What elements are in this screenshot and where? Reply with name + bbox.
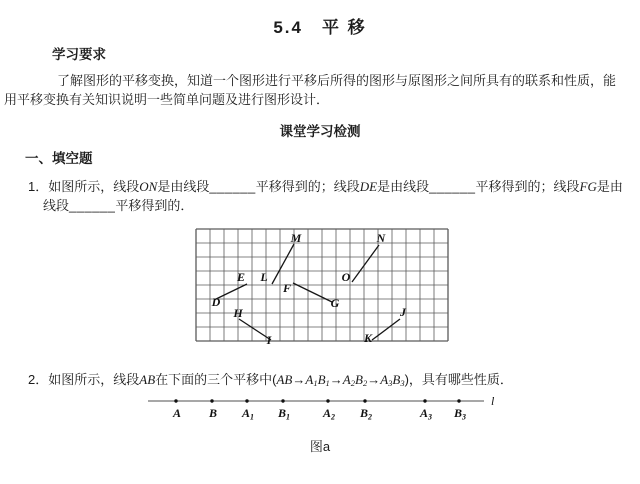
point-label-O: O: [341, 270, 351, 284]
question-1-number: 1．: [28, 179, 49, 194]
point-label-L: L: [260, 270, 268, 284]
point-label-B3: $B_3$: [453, 406, 467, 422]
segment-KJ: [372, 319, 400, 340]
intro-line-1: 了解图形的平移变换，知道一个图形进行平移后所得的图形与原图形之间所具有的联系和性质，能: [57, 73, 617, 88]
point-label-F: F: [282, 281, 292, 295]
point-dot-A2: [326, 399, 329, 402]
segment-LM: [272, 244, 294, 284]
point-dot-B3: [457, 399, 460, 402]
question-1-line-2: 线段______平移得到的．: [43, 198, 194, 213]
point-dot-A: [174, 399, 177, 402]
point-dot-B1: [281, 399, 284, 402]
intro-paragraph: [4, 71, 636, 109]
point-label-B: B: [208, 406, 218, 420]
question-2: [28, 370, 632, 393]
question-1-text-1: 如图所示，线段ON是由线段______平移得到的；线段DE是由线段______平移得到的；线段FG是由: [48, 179, 623, 194]
section-learning-requirements: 学习要求: [52, 47, 106, 62]
point-label-A1: $A_1$: [241, 406, 255, 422]
point-dot-A3: [423, 399, 426, 402]
point-label-H: H: [233, 306, 243, 320]
point-label-A2: $A_2$: [322, 406, 336, 422]
point-dot-A1: [245, 399, 248, 402]
point-label-D: D: [211, 295, 221, 309]
figure-caption: 图a: [309, 439, 331, 454]
question-1-line-1: [28, 177, 632, 196]
point-dot-B: [210, 399, 213, 402]
point-label-B2: $B_2$: [359, 406, 373, 422]
point-label-A3: $A_3$: [419, 406, 433, 422]
point-dot-B2: [363, 399, 366, 402]
grid-figure: [194, 226, 452, 350]
point-label-G: G: [330, 296, 340, 310]
page-title: 5.4 平 移: [273, 18, 367, 37]
subsection-fill-in-blanks: 一、填空题: [25, 151, 93, 166]
question-2-text: 如图所示，线段AB在下面的三个平移中(AB→A1B1→A2B2→A3B3)，具有哪些性质．: [48, 372, 513, 388]
point-label-J: J: [400, 305, 406, 319]
intro-line-2: 用平移变换有关知识说明一些简单问题及进行图形设计．: [4, 92, 330, 107]
point-label-E: E: [236, 270, 246, 284]
section-classroom-test: 课堂学习检测: [279, 124, 361, 139]
point-label-B1: $B_1$: [277, 406, 291, 422]
question-1: [28, 177, 632, 215]
point-label-A: A: [172, 406, 182, 420]
line-label-l: l: [491, 394, 495, 408]
point-label-N: N: [376, 231, 386, 245]
question-2-number: 2．: [28, 372, 49, 387]
point-label-M: M: [290, 231, 302, 245]
numberline-figure: [140, 392, 510, 426]
point-label-I: I: [266, 333, 272, 347]
segment-ON: [352, 245, 379, 282]
point-label-K: K: [363, 331, 373, 345]
